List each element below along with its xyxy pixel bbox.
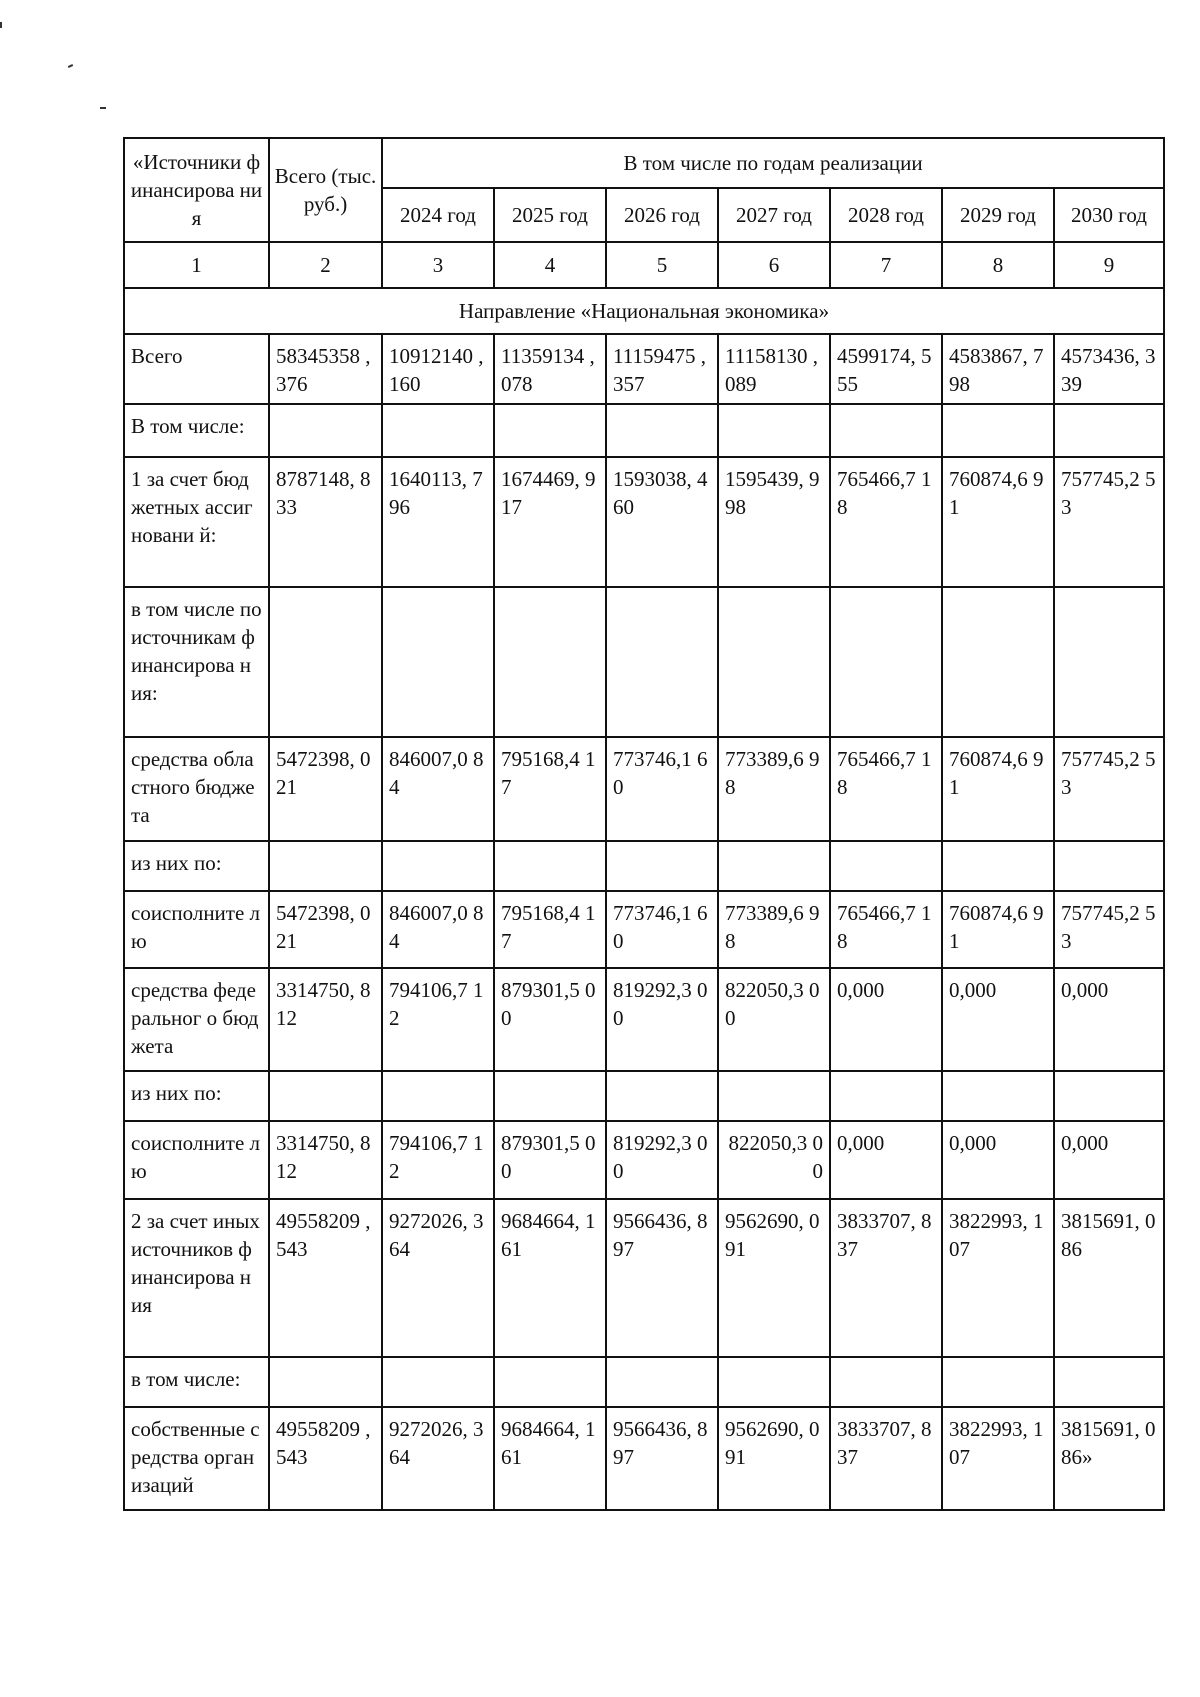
header-year: 2024 год [382, 188, 494, 242]
row-value [606, 1357, 718, 1407]
row-value [942, 587, 1054, 737]
row-value: 773746,1 60 [606, 737, 718, 841]
table-row [124, 1407, 1164, 1510]
row-value [494, 1357, 606, 1407]
column-number: 2 [269, 242, 382, 288]
row-value: 1595439, 998 [718, 457, 830, 587]
row-value [942, 1357, 1054, 1407]
row-value: 9272026, 364 [382, 1199, 494, 1357]
row-value: 1640113, 796 [382, 457, 494, 587]
row-value: 11159475 ,357 [606, 334, 718, 404]
row-label: в том числе по источникам финансирова ния: [124, 587, 269, 737]
row-value: 0,000 [830, 968, 942, 1071]
row-value: 0,000 [1054, 1121, 1164, 1199]
header-year: 2027 год [718, 188, 830, 242]
row-value: 58345358 ,376 [269, 334, 382, 404]
row-label: из них по: [124, 1071, 269, 1121]
table-row [124, 457, 1164, 587]
row-value [269, 587, 382, 737]
scan-speck [0, 22, 2, 28]
header-total: Всего (тыс. руб.) [269, 138, 382, 242]
table-row [124, 1199, 1164, 1357]
table-row [124, 841, 1164, 891]
row-value: 4573436, 339 [1054, 334, 1164, 404]
row-value [269, 1357, 382, 1407]
row-value: 846007,0 84 [382, 891, 494, 968]
table-row [124, 404, 1164, 457]
row-value [1054, 1357, 1164, 1407]
table-row [124, 587, 1164, 737]
row-label: из них по: [124, 841, 269, 891]
row-value: 765466,7 18 [830, 457, 942, 587]
row-value [942, 1071, 1054, 1121]
row-value [606, 1071, 718, 1121]
header-sources: «Источники финансирова ния [124, 138, 269, 242]
row-value: 3314750, 812 [269, 968, 382, 1071]
row-value: 794106,7 12 [382, 1121, 494, 1199]
row-value [942, 404, 1054, 457]
header-year: 2025 год [494, 188, 606, 242]
section-title: Направление «Национальная экономика» [124, 288, 1164, 334]
row-value [606, 587, 718, 737]
row-value [942, 841, 1054, 891]
row-value [830, 1357, 942, 1407]
row-value [606, 841, 718, 891]
row-value: 1593038, 460 [606, 457, 718, 587]
row-value: 4599174, 555 [830, 334, 942, 404]
row-value: 760874,6 91 [942, 737, 1054, 841]
row-value: 49558209 ,543 [269, 1199, 382, 1357]
row-value: 773389,6 98 [718, 891, 830, 968]
row-value: 9566436, 897 [606, 1199, 718, 1357]
row-label: 2 за счет иных источников финансирова ния [124, 1199, 269, 1357]
row-value: 822050,3 00 [718, 968, 830, 1071]
row-value [718, 1071, 830, 1121]
row-value: 3815691, 086 [1054, 1199, 1164, 1357]
row-value: 11359134 ,078 [494, 334, 606, 404]
row-label: в том числе: [124, 1357, 269, 1407]
row-value [1054, 587, 1164, 737]
row-value: 0,000 [942, 968, 1054, 1071]
column-number: 5 [606, 242, 718, 288]
row-label: соисполните лю [124, 891, 269, 968]
column-number: 4 [494, 242, 606, 288]
row-value: 773389,6 98 [718, 737, 830, 841]
row-value: 0,000 [830, 1121, 942, 1199]
row-value [382, 1357, 494, 1407]
row-value [606, 404, 718, 457]
row-value [382, 841, 494, 891]
row-value: 10912140 ,160 [382, 334, 494, 404]
row-value: 765466,7 18 [830, 891, 942, 968]
row-value: 9562690, 091 [718, 1199, 830, 1357]
row-value: 757745,2 53 [1054, 891, 1164, 968]
scan-speck [100, 107, 106, 109]
row-value [830, 1071, 942, 1121]
row-value: 8787148, 833 [269, 457, 382, 587]
column-number: 8 [942, 242, 1054, 288]
row-value [830, 587, 942, 737]
row-value: 9684664, 161 [494, 1199, 606, 1357]
row-value: 1674469, 917 [494, 457, 606, 587]
row-value: 822050,3 00 [718, 1121, 830, 1199]
row-label: соисполните лю [124, 1121, 269, 1199]
row-value: 9272026, 364 [382, 1407, 494, 1510]
header-year: 2026 год [606, 188, 718, 242]
column-number: 1 [124, 242, 269, 288]
header-year: 2029 год [942, 188, 1054, 242]
table-row [124, 1357, 1164, 1407]
row-value: 773746,1 60 [606, 891, 718, 968]
column-number: 7 [830, 242, 942, 288]
row-value [718, 404, 830, 457]
row-value: 9562690, 091 [718, 1407, 830, 1510]
row-value: 794106,7 12 [382, 968, 494, 1071]
row-value [494, 1071, 606, 1121]
row-value [494, 404, 606, 457]
row-value: 760874,6 91 [942, 457, 1054, 587]
row-value [718, 587, 830, 737]
row-value [382, 1071, 494, 1121]
row-value [1054, 841, 1164, 891]
row-value: 819292,3 00 [606, 1121, 718, 1199]
row-value [1054, 1071, 1164, 1121]
row-label: средства областного бюджета [124, 737, 269, 841]
table-row [124, 968, 1164, 1071]
table-row [124, 891, 1164, 968]
table-row [124, 1121, 1164, 1199]
row-value: 3833707, 837 [830, 1407, 942, 1510]
table-row [124, 1071, 1164, 1121]
row-value: 0,000 [1054, 968, 1164, 1071]
header-years-title: В том числе по годам реализации [382, 138, 1164, 188]
row-value: 819292,3 00 [606, 968, 718, 1071]
row-label: средства федеральног о бюджета [124, 968, 269, 1071]
column-number: 3 [382, 242, 494, 288]
row-value [269, 404, 382, 457]
row-value: 9566436, 897 [606, 1407, 718, 1510]
row-value [269, 841, 382, 891]
row-value: 757745,2 53 [1054, 457, 1164, 587]
row-value: 11158130 ,089 [718, 334, 830, 404]
row-label: В том числе: [124, 404, 269, 457]
row-value: 3314750, 812 [269, 1121, 382, 1199]
table-row [124, 334, 1164, 404]
row-value: 765466,7 18 [830, 737, 942, 841]
row-value: 5472398, 021 [269, 737, 382, 841]
row-value [830, 404, 942, 457]
row-value: 3822993, 107 [942, 1199, 1054, 1357]
row-label: 1 за счет бюджетных ассигновани й: [124, 457, 269, 587]
row-value: 3815691, 086» [1054, 1407, 1164, 1510]
scan-speck [68, 64, 73, 68]
row-value: 0,000 [942, 1121, 1054, 1199]
row-value: 9684664, 161 [494, 1407, 606, 1510]
row-value: 49558209 ,543 [269, 1407, 382, 1510]
row-value: 3833707, 837 [830, 1199, 942, 1357]
row-label: собственные средства организаций [124, 1407, 269, 1510]
row-value: 795168,4 17 [494, 891, 606, 968]
row-value: 846007,0 84 [382, 737, 494, 841]
row-value [830, 841, 942, 891]
row-value [718, 1357, 830, 1407]
row-value: 879301,5 00 [494, 1121, 606, 1199]
row-value [494, 841, 606, 891]
row-value: 879301,5 00 [494, 968, 606, 1071]
row-value [1054, 404, 1164, 457]
column-number: 9 [1054, 242, 1164, 288]
header-year: 2028 год [830, 188, 942, 242]
row-value: 760874,6 91 [942, 891, 1054, 968]
row-value [269, 1071, 382, 1121]
header-year: 2030 год [1054, 188, 1164, 242]
row-value: 4583867, 798 [942, 334, 1054, 404]
row-value [382, 404, 494, 457]
row-value: 757745,2 53 [1054, 737, 1164, 841]
row-label: Всего [124, 334, 269, 404]
row-value [718, 841, 830, 891]
column-number: 6 [718, 242, 830, 288]
row-value: 3822993, 107 [942, 1407, 1054, 1510]
financing-table [123, 137, 1165, 1511]
table-row [124, 737, 1164, 841]
row-value: 795168,4 17 [494, 737, 606, 841]
row-value [494, 587, 606, 737]
row-value [382, 587, 494, 737]
row-value: 5472398, 021 [269, 891, 382, 968]
